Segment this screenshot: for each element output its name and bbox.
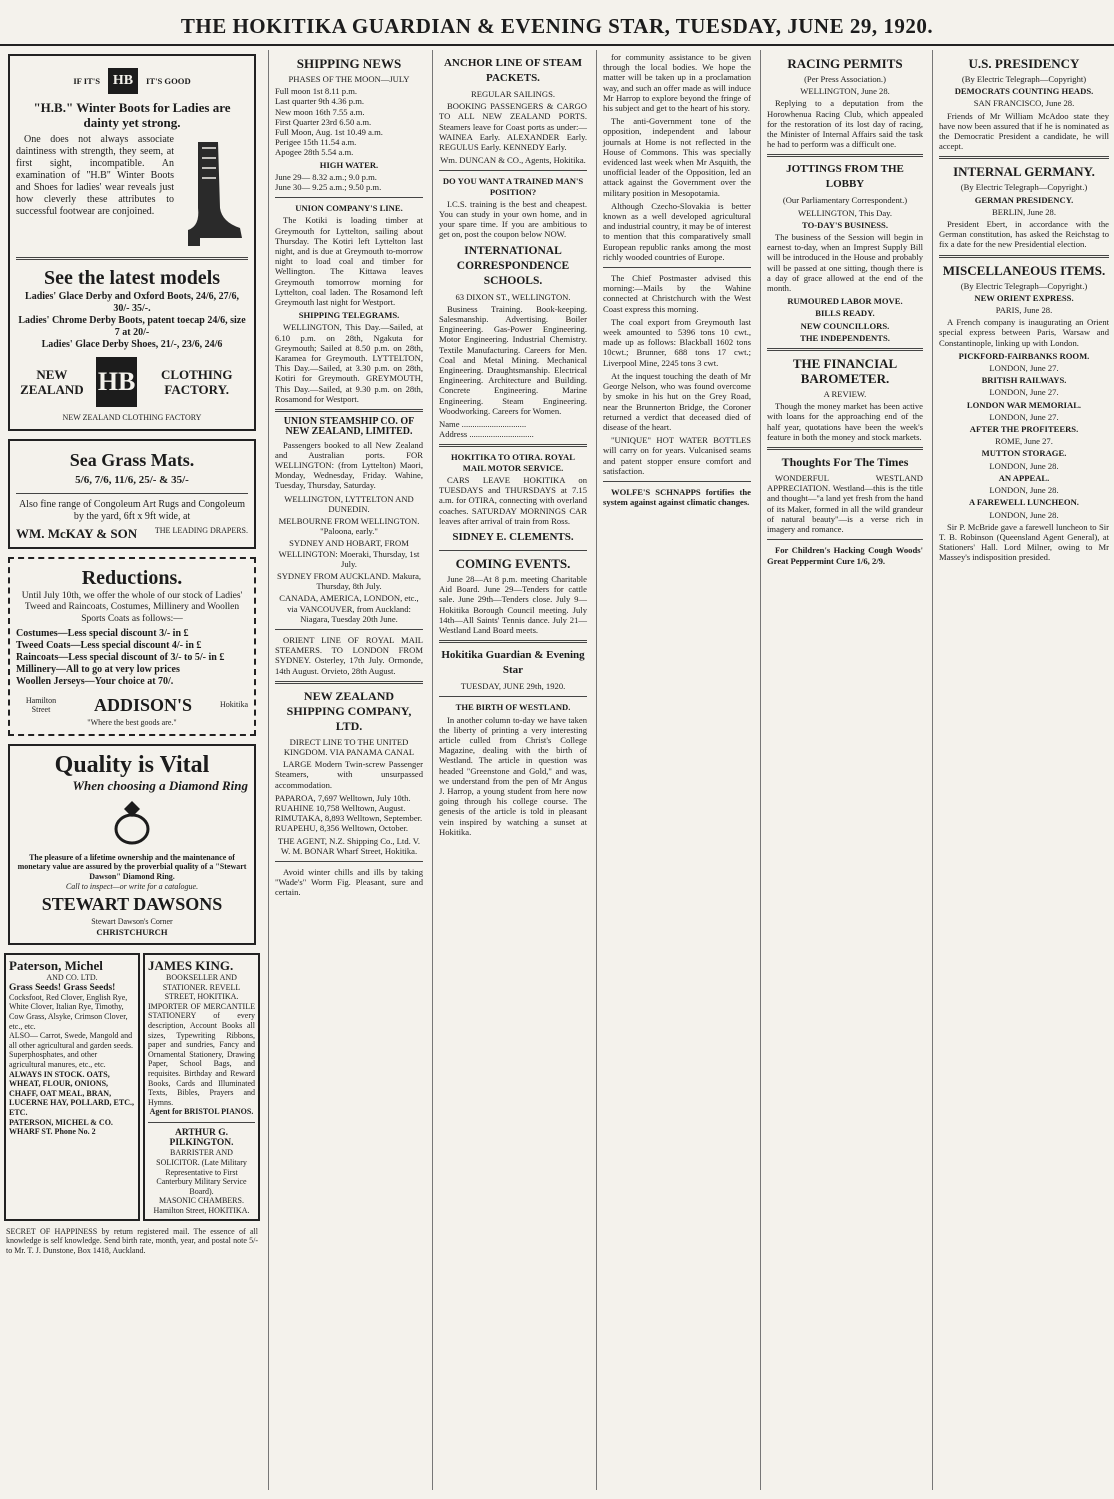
diamond-ring-icon <box>102 797 162 847</box>
misc-items-sub: (By Electric Telegraph—Copyright.) <box>960 280 1088 291</box>
jottings-head: TO-DAY'S BUSINESS. <box>802 219 888 230</box>
reduction-costumes: Costumes—Less special discount 3/- in £ <box>16 628 189 640</box>
railways-head: BRITISH RAILWAYS. <box>981 375 1067 386</box>
ap-sub: BARRISTER AND SOLICITOR. (Late Military Representative to First Canterbury Military Service Board). <box>156 1148 247 1196</box>
nz-hb-logo-icon: HB <box>96 357 138 407</box>
cough-cure-ad: For Children's Hacking Cough Woods' Great Peppermint Cure 1/6, 2/9. <box>767 545 923 566</box>
pickford-head: PICKFORD-FAIRBANKS ROOM. <box>958 350 1090 361</box>
otira-text: CARS LEAVE HOKITIKA on TUESDAYS and THURSDAYS at 7.15 a.m. for OTIRA, connecting with overland coaches. SATURDAY MORNINGS CAR leaves after arrival of train from Ross. <box>439 474 587 526</box>
james-king-ad <box>143 953 260 1220</box>
independents-head: THE INDEPENDENTS. <box>800 332 890 343</box>
jottings-text: The business of the Session will begin in earnest to-day, when an Imprest Supply Bill will be introduced in the House and probably will be passed at one sitting, though there is a day of grace allowed at the end of the month. <box>767 232 923 294</box>
orient-line: ORIENT LINE OF ROYAL MAIL STEAMERS. TO LONDON FROM SYDNEY. Osterley, 17th July. Ormonde, 14th August. Orvieto, 28th August. <box>275 634 423 676</box>
birth-text: In another column to-day we have taken the liberty of printing a very interesting article culled from Christ's College Magazine, dealing with the birth of Westland. The article in question was headed "Greenstone and Gold," and was, we understand from the pen of Mr Angus J. Harrop, a young student from here now going through his college course. The genesis of the article is told in pleasant vein inspired by watching a sunset at Hokitika. <box>439 714 587 837</box>
luncheon-head: A FAREWELL LUNCHEON. <box>969 497 1079 508</box>
nzs-agent: THE AGENT, N.Z. Shipping Co., Ltd. V. W. M. BONAR Wharf Street, Hokitika. <box>277 835 421 856</box>
luncheon-text: Sir P. McBride gave a farewell luncheon to Sir T. B. Robinson (Queensland Agent General), at Stationers' Hall. Lord Milner, owing to Mr Massey's indisposition presided. <box>939 521 1109 563</box>
ics-question: DO YOU WANT A TRAINED MAN'S POSITION? <box>442 176 584 197</box>
financial-title: THE FINANCIAL BAROMETER. <box>792 356 898 387</box>
hb-boots-text: One does not always associate daintiness with strength, they seem, at first sight, incompatible. An examination of "H.B" Winter Boots and Shoes for ladies' wear reveals just how cleverly these attributes to successful footwear are conjoined. <box>16 134 174 217</box>
nzs-sailing-1: PAPAROA, 7,697 Welltown, July 10th. <box>275 792 411 803</box>
moon-title: PHASES OF THE MOON—JULY <box>288 74 410 84</box>
stewart-dawson-name: STEWART DAWSONS <box>41 894 223 915</box>
jk-title: JAMES KING. <box>148 958 234 974</box>
jk-sub: BOOKSELLER AND STATIONER. REVELL STREET, HOKITIKA. <box>162 973 241 1002</box>
paper-name: Hokitika Guardian & Evening Star <box>441 649 585 677</box>
war-memorial-place: LONDON, June 27. <box>989 411 1059 422</box>
high-water-2: June 30— 9.25 a.m.; 9.50 p.m. <box>275 182 382 193</box>
coal-export: The coal export from Greymouth last week amounted to 5396 tons 10 cwt., made up as follows: Blackball 1602 tons 10cwt.; Brunner, 688 tons 17 cwt.; Liverpool Mine, 2245 tons 3 cwt. <box>603 316 751 368</box>
hb-badge <box>16 68 248 94</box>
pm-also: ALSO— Carrot, Swede, Mangold and all other agricultural and garden seeds. Superphosphates, and other agricultural manures, etc., etc. <box>9 1031 133 1070</box>
reduction-tweed-coats: Tweed Coats—Less special discount 4/- in £ <box>16 640 202 652</box>
unique-bottles-ad: "UNIQUE" HOT WATER BOTTLES will carry on for years. Vulcanised seams and patent stopper ensure comfort and satisfaction. <box>603 435 751 476</box>
reductions-ad <box>8 557 256 736</box>
ics-address: 63 DIXON ST., WELLINGTON. <box>455 291 571 302</box>
packet-text: BOOKING PASSENGERS & CARGO TO ALL NEW ZEALAND PORTS. Steamers leave for Coast ports as under:— WAINEA Early. ALEXANDER Early. REGULUS Early. KENNEDY Early. <box>439 101 587 153</box>
reductions-title: Reductions. <box>81 566 183 589</box>
reductions-intro: Until July 10th, we offer the whole of our stock of Ladies' Tweed and Raincoats, Costumes, Millinery and Woollen Sports Coats as follows:— <box>21 590 243 624</box>
ap-address: MASONIC CHAMBERS. Hamilton Street, HOKITIKA. <box>153 1196 250 1215</box>
mutton-head: MUTTON STORAGE. <box>981 448 1067 459</box>
labor-move-head: RUMOURED LABOR MOVE. <box>787 296 903 307</box>
pm-address: PATERSON, MICHEL & CO. WHARF ST. Phone No. 2 <box>9 1117 113 1137</box>
mats-prices: 5/6, 7/6, 11/6, 25/- & 35/- <box>75 473 189 486</box>
nzs-sailing-2: RUAHINE 10,758 Welltown, August. <box>275 802 406 813</box>
ics-address-field: Address .............................. <box>439 429 534 440</box>
mutton-place: LONDON, June 28. <box>989 460 1059 471</box>
mats-tag: THE LEADING DRAPERS. <box>154 525 248 535</box>
sailing-5: CANADA, AMERICA, LONDON, etc., via VANCOUVER, from Auckland: Niagara, Tuesday 20th June. <box>279 593 419 624</box>
profiteers-place: ROME, June 27. <box>995 436 1053 447</box>
german-presidency-text: President Ebert, in accordance with the German constitution, has asked the Reichstag to fix a date for the new Presidential election. <box>939 219 1109 250</box>
sailing-3: SYDNEY AND HOBART, FROM WELLINGTON: Moeraki, Thursday, 1st July. <box>278 538 420 569</box>
column-four <box>596 50 757 1490</box>
high-water-1: June 29— 8.32 a.m.; 9.0 p.m. <box>275 171 377 182</box>
mats-text: Also fine range of Congoleum Art Rugs and Congoleum by the yard, 6ft x 9ft wide, at <box>18 498 246 522</box>
appeal-place: LONDON, June 28. <box>989 485 1059 496</box>
railways-place: LONDON, June 27. <box>989 387 1059 398</box>
moon-5: Full Moon, Aug. 1st 10.49 a.m. <box>275 127 383 138</box>
sailing-4: SYDNEY FROM AUCKLAND. Makura, Thursday, 8th July. <box>276 570 422 592</box>
reduction-jerseys: Woollen Jerseys—Your choice at 70/. <box>16 676 174 688</box>
hb-badge-right: IT'S GOOD <box>146 75 191 86</box>
sailing-1: WELLINGTON, LYTTELTON AND DUNEDIN. <box>284 493 414 514</box>
masthead <box>0 0 1114 46</box>
nzs-title: NEW ZEALAND SHIPPING COMPANY, LTD. <box>286 688 412 733</box>
addisons-town: Hokitika <box>220 700 248 710</box>
packet-sub: REGULAR SAILINGS. <box>470 89 556 99</box>
thoughts-title: Thoughts For The Times <box>781 455 909 470</box>
shipping-news-title: SHIPPING NEWS <box>296 56 402 71</box>
models-line-1: Ladies' Glace Derby and Oxford Boots, 24/6, 27/6, 30/- 35/-. <box>25 291 239 314</box>
telegrams-text: WELLINGTON, This Day.—Sailed, at 6.10 p.m. on 28th, Ngakuta for Greymouth; Sailed at 8.50 p.m. on 28th, Karamea for Greymouth. LYTTELTON, This Day.—Sailed, at 3.30 p.m. on 28th, Kotiri for Greymouth. GREYMOUTH, This Day.—Sailed, at 9.30 p.m. on 28th, Rosamond for Westport. <box>275 322 423 404</box>
thoughts-text: WONDERFUL WESTLAND APPRECIATION. Westland—this is the title and thought—"a land yet fresh from the hand of its Maker, formed in all the wild grandeur of natural beauty"—is a verse rich in imagery and romance. <box>767 473 924 535</box>
profiteers-head: AFTER THE PROFITEERS. <box>969 424 1079 435</box>
racing-text: Replying to a deputation from the Horowhenua Racing Club, which appealed for the restoration of its lost day of racing, the Minister of Internal Affairs said the task he had to perform was a difficult one. <box>767 98 923 150</box>
us-presidency-title: U.S. PRESIDENCY <box>968 56 1080 71</box>
union-title: UNION COMPANY'S LINE. <box>295 203 403 214</box>
jottings-sub: (Our Parliamentary Correspondent.) <box>782 195 908 206</box>
war-memorial-head: LONDON WAR MEMORIAL. <box>966 399 1082 410</box>
ics-name-field: Name .............................. <box>439 419 527 430</box>
financial-sub: A REVIEW. <box>823 389 867 400</box>
moon-6: Perigee 15th 11.54 a.m. <box>275 137 357 148</box>
inquest-note: At the inquest touching the death of Mr George Nelson, who was found overcome by smoke in his hut on the Grey Road, near the Brunnerton Bridge, the Coroner returned a verdict that deceased died of disease of the heart. <box>603 370 751 432</box>
democrats-head: DEMOCRATS COUNTING HEADS. <box>954 86 1094 97</box>
otira-title: HOKITIKA TO OTIRA. ROYAL MAIL MOTOR SERVICE. <box>450 452 575 473</box>
moon-4: First Quarter 23rd 6.50 a.m. <box>275 116 372 127</box>
column-three <box>432 50 593 1490</box>
pm-seeds: Grass Seeds! Grass Seeds! <box>9 982 116 993</box>
models-title: See the latest models <box>43 267 221 289</box>
german-presidency-head: GERMAN PRESIDENCY. <box>974 194 1074 205</box>
councillors-head: NEW COUNCILLORS. <box>800 320 890 331</box>
nzs-sailing-3: RIMUTAKA, 8,893 Welltown, September. <box>275 813 423 824</box>
telegrams-title: SHIPPING TELEGRAMS. <box>298 310 400 321</box>
column-shipping <box>268 50 429 1490</box>
nz-left-text: NEW ZEALAND <box>20 367 84 397</box>
orient-express-head: NEW ORIENT EXPRESS. <box>974 292 1074 303</box>
orient-express-text: A French company is inaugurating an Orient special express between Paris, Warsaw and Constantinople, linking up with London. <box>939 317 1109 348</box>
moon-7: Apogee 28th 5.54 a.m. <box>275 147 354 158</box>
column-six <box>932 50 1114 1490</box>
addisons-street: Hamilton Street <box>25 695 57 715</box>
coming-events-title: COMING EVENTS. <box>455 555 571 571</box>
packet-title: ANCHOR LINE OF STEAM PACKETS. <box>443 57 583 84</box>
misc-items-title: MISCELLANEOUS ITEMS. <box>942 262 1106 278</box>
racing-place: WELLINGTON, June 28. <box>800 86 890 97</box>
moon-2: Last quarter 9th 4.36 p.m. <box>275 96 365 107</box>
ics-text: I.C.S. training is the best and cheapest. You can study in your own home, and in your spare time. If you are ambitious to get on, post the coupon below NOW. <box>439 198 587 240</box>
secret-of-happiness: SECRET OF HAPPINESS by return registered mail. The essence of all knowledge is self knowledge. Send birth rate, month, year, and postal note 5/- to Mr. T. J. Dunstone, Box 1418, Auckland. <box>6 1226 258 1255</box>
us-presidency-sub: (By Electric Telegraph—Copyright) <box>961 74 1087 84</box>
coming-events-text: June 28—At 8 p.m. meeting Charitable Aid Board. June 29—Tenders for cattle sale. June 29th—Tenders close. July 9—Hokitika Borough Council meeting. July 14th—All Saints' Tennis dance. July 21—Westland Land Board meets. <box>439 573 587 635</box>
jk-text: IMPORTER OF MERCANTILE STATIONERY of every description, Account Books all sizes, Typewriting Ribbons, paper and sundries, Fancy and Ornamental Stationery, Drawing Paper, School Bags, and requisites. Birthday and Reward Books, Cards and Illuminated Texts, Bibles, Prayers and Hymns. <box>148 1001 255 1107</box>
column-five <box>760 50 929 1490</box>
stewart-dawson-ad <box>8 744 256 945</box>
racing-sub: (Per Press Association.) <box>804 74 886 84</box>
internal-germany-sub: (By Electric Telegraph—Copyright.) <box>960 182 1088 193</box>
wolfes-schnapps-ad: WOLFE'S SCHNAPPS fortifies the system against against climatic changes. <box>603 486 751 508</box>
boot-icon <box>178 138 248 248</box>
editorial-commons: The anti-Government tone of the opposition, independent and labour journals at Home is not reflected in the House of Commons. This was specially evidenced last week when Mr Asquith, the unofficial leader of the Opposition, led an attack against the Government over the military position in Mesopotamia. <box>603 116 751 198</box>
clements-name: SIDNEY E. CLEMENTS. <box>452 530 574 543</box>
paterson-michel-ad <box>4 953 140 1220</box>
hb-logo-icon: HB <box>108 68 138 94</box>
quality-title: Quality is Vital <box>54 751 210 778</box>
addisons-slogan: "Where the best goods are." <box>87 718 177 728</box>
moon-1: Full moon 1st 8.11 p.m. <box>275 86 358 97</box>
pm-list: Cocksfoot, Red Clover, English Rye, White Clover, Italian Rye, Timothy, Cow Grass, Alsyke, Crimson Clover, etc., etc. <box>9 992 128 1031</box>
pm-title: Paterson, Michel <box>9 958 103 974</box>
models-line-2: Ladies' Chrome Derby Boots, patent toecap 24/6, size 7 at 20/- <box>18 315 246 338</box>
racing-title: RACING PERMITS <box>787 56 903 71</box>
mats-title: Sea Grass Mats. <box>69 449 195 470</box>
uss-text: Passengers booked to all New Zealand and Australian ports. FOR WELLINGTON: (from Lyttelton) Maori, Monday, Wednesday, Friday. Wahine, Tuesday, Thursday, Saturday. <box>275 439 423 491</box>
moon-3: New moon 16th 7.55 a.m. <box>275 106 365 117</box>
bills-ready-head: BILLS READY. <box>815 308 875 319</box>
models-line-3: Ladies' Glace Derby Shoes, 21/-, 23/6, 24/6 <box>41 339 223 350</box>
nzs-text: LARGE Modern Twin-screw Passenger Steamers, with unsurpassed accommodation. <box>275 759 423 790</box>
ap-title: ARTHUR G. PILKINGTON. <box>169 1127 234 1149</box>
nzs-sailing-4: RUAPEHU, 8,356 Welltown, October. <box>275 823 409 834</box>
nz-right-text: CLOTHING FACTORY. <box>160 367 233 397</box>
column-advertisements <box>0 50 264 1490</box>
democrats-text: Friends of Mr William McAdoo state they have now been assured that if he is nominated as the Democratic President a candidate, he will accept. <box>939 110 1109 152</box>
nz-factory-caption: NEW ZEALAND CLOTHING FACTORY <box>62 413 202 422</box>
quality-text: The pleasure of a lifetime ownership and the maintenance of monetary value are assured by the proverbial quality of a "Stewart Dawson" Diamond Ring. <box>17 852 247 882</box>
mats-firm: WM. McKAY & SON <box>16 525 138 541</box>
stewart-dawson-city: CHRISTCHURCH <box>96 926 168 937</box>
pickford-place: LONDON, June 27. <box>989 363 1059 374</box>
newspaper-title: THE HOKITIKA GUARDIAN & EVENING STAR, TUESDAY, JUNE 29, 1920. <box>180 14 934 38</box>
democrats-place: SAN FRANCISCO, June 28. <box>973 98 1075 109</box>
stewart-dawson-corner: Stewart Dawson's Corner <box>91 917 173 927</box>
ics-course-list: Business Training. Book-keeping. Salesmanship. Advertising. Boiler Engineering. Gas-Power Engineering. Motor Engineering. Industrial Chemistry. Textile Manufacturing. Careers for Men. Coal and Metal Mining. Mechanical Engineering. Draughtsmanship. Electrical Engineering. Architecture and Building. Concrete Engineering. Marine Engineering. Steam Engineering. Woodworking. Careers for Women. <box>439 303 587 416</box>
ics-title: INTERNATIONAL CORRESPONDENCE SCHOOLS. <box>456 244 570 287</box>
postmaster-note: The Chief Postmaster advised this morning:—Mails by the Wahine connected at Christchurch with the West Coast express this morning. <box>603 273 751 314</box>
jottings-place: WELLINGTON, This Day. <box>797 207 893 218</box>
pm-co: AND CO. LTD. <box>46 973 98 983</box>
jottings-title: JOTTINGS FROM THE LOBBY <box>786 163 904 191</box>
hb-boots-title: "H.B." Winter Boots for Ladies are dainty yet strong. <box>33 100 231 130</box>
german-presidency-place: BERLIN, June 28. <box>992 206 1056 217</box>
packet-agent: Wm. DUNCAN & CO., Agents, Hokitika. <box>440 155 586 166</box>
birth-title: THE BIRTH OF WESTLAND. <box>455 702 571 713</box>
paper-date: TUESDAY, JUNE 29th, 1920. <box>460 681 566 692</box>
financial-text: Though the money market has been active with loans for the approaching end of the half year, quotations have been the week's feature in both the money and stock markets. <box>767 401 923 442</box>
hb-boots-ad <box>8 54 256 431</box>
high-water-title: HIGH WATER. <box>319 159 379 170</box>
quality-call: Call to inspect—or write for a catalogue. <box>65 881 199 891</box>
addisons-name: ADDISON'S <box>93 695 193 716</box>
reduction-millinery: Millinery—All to go at very low prices <box>16 664 180 676</box>
jk-agent: Agent for BRISTOL PIANOS. <box>149 1107 254 1117</box>
editorial-continued: for community assistance to be given through the local bodies. We hope the matter will be taken up in a proclamation way, and such an offer made as will induce Mr Harrop to explore beyond the fringe of his subject and get to the heart of his story. <box>603 52 751 114</box>
nzs-sub: DIRECT LINE TO THE UNITED KINGDOM. VIA PANAMA CANAL <box>283 736 415 757</box>
union-text: The Kotiki is loading timber at Greymouth for Lyttelton, sailing about Thursday. The Kotiri left Lyttelton last night, and is due at Greymouth to-morrow night to load coal and timber for Wellington. The Kittawa leaves Greymouth tomorrow morning for Lyttelton, coal laden. The Rosamond left Greymouth last night for Westport. <box>275 215 423 308</box>
nz-factory-banner <box>16 357 248 407</box>
orient-express-place: PARIS, June 28. <box>995 305 1053 316</box>
internal-germany-title: INTERNAL GERMANY. <box>953 164 1095 180</box>
quality-sub: When choosing a Diamond Ring <box>72 777 248 793</box>
worm-fig-ad: Avoid winter chills and ills by taking "Wade's" Worm Fig. Pleasant, sure and certain. <box>275 867 423 898</box>
hb-badge-left: IF IT'S <box>73 75 100 86</box>
editorial-czech: Although Czecho-Slovakia is better known as a well developed agricultural and industrial country, it may be of interest to mention that this comparatively small European republic ranks among the most richly wooded countries of Europe. <box>603 200 751 262</box>
uss-title: UNION STEAMSHIP CO. OF NEW ZEALAND, LIMITED. <box>283 416 415 438</box>
pm-stock: ALWAYS IN STOCK. OATS, WHEAT, FLOUR, ONIONS, CHAFF, OAT MEAL, BRAN, LUCERNE HAY, POLLARD, ETC., ETC. <box>9 1069 134 1117</box>
sea-grass-mats-ad <box>8 439 256 549</box>
sailing-2: MELBOURNE FROM WELLINGTON. "Paloona, early." <box>278 515 420 537</box>
reduction-raincoats: Raincoats—Less special discount of 3/- to 5/- in £ <box>16 652 225 664</box>
appeal-head: AN APPEAL. <box>998 472 1050 483</box>
luncheon-place: LONDON, June 28. <box>989 509 1059 520</box>
